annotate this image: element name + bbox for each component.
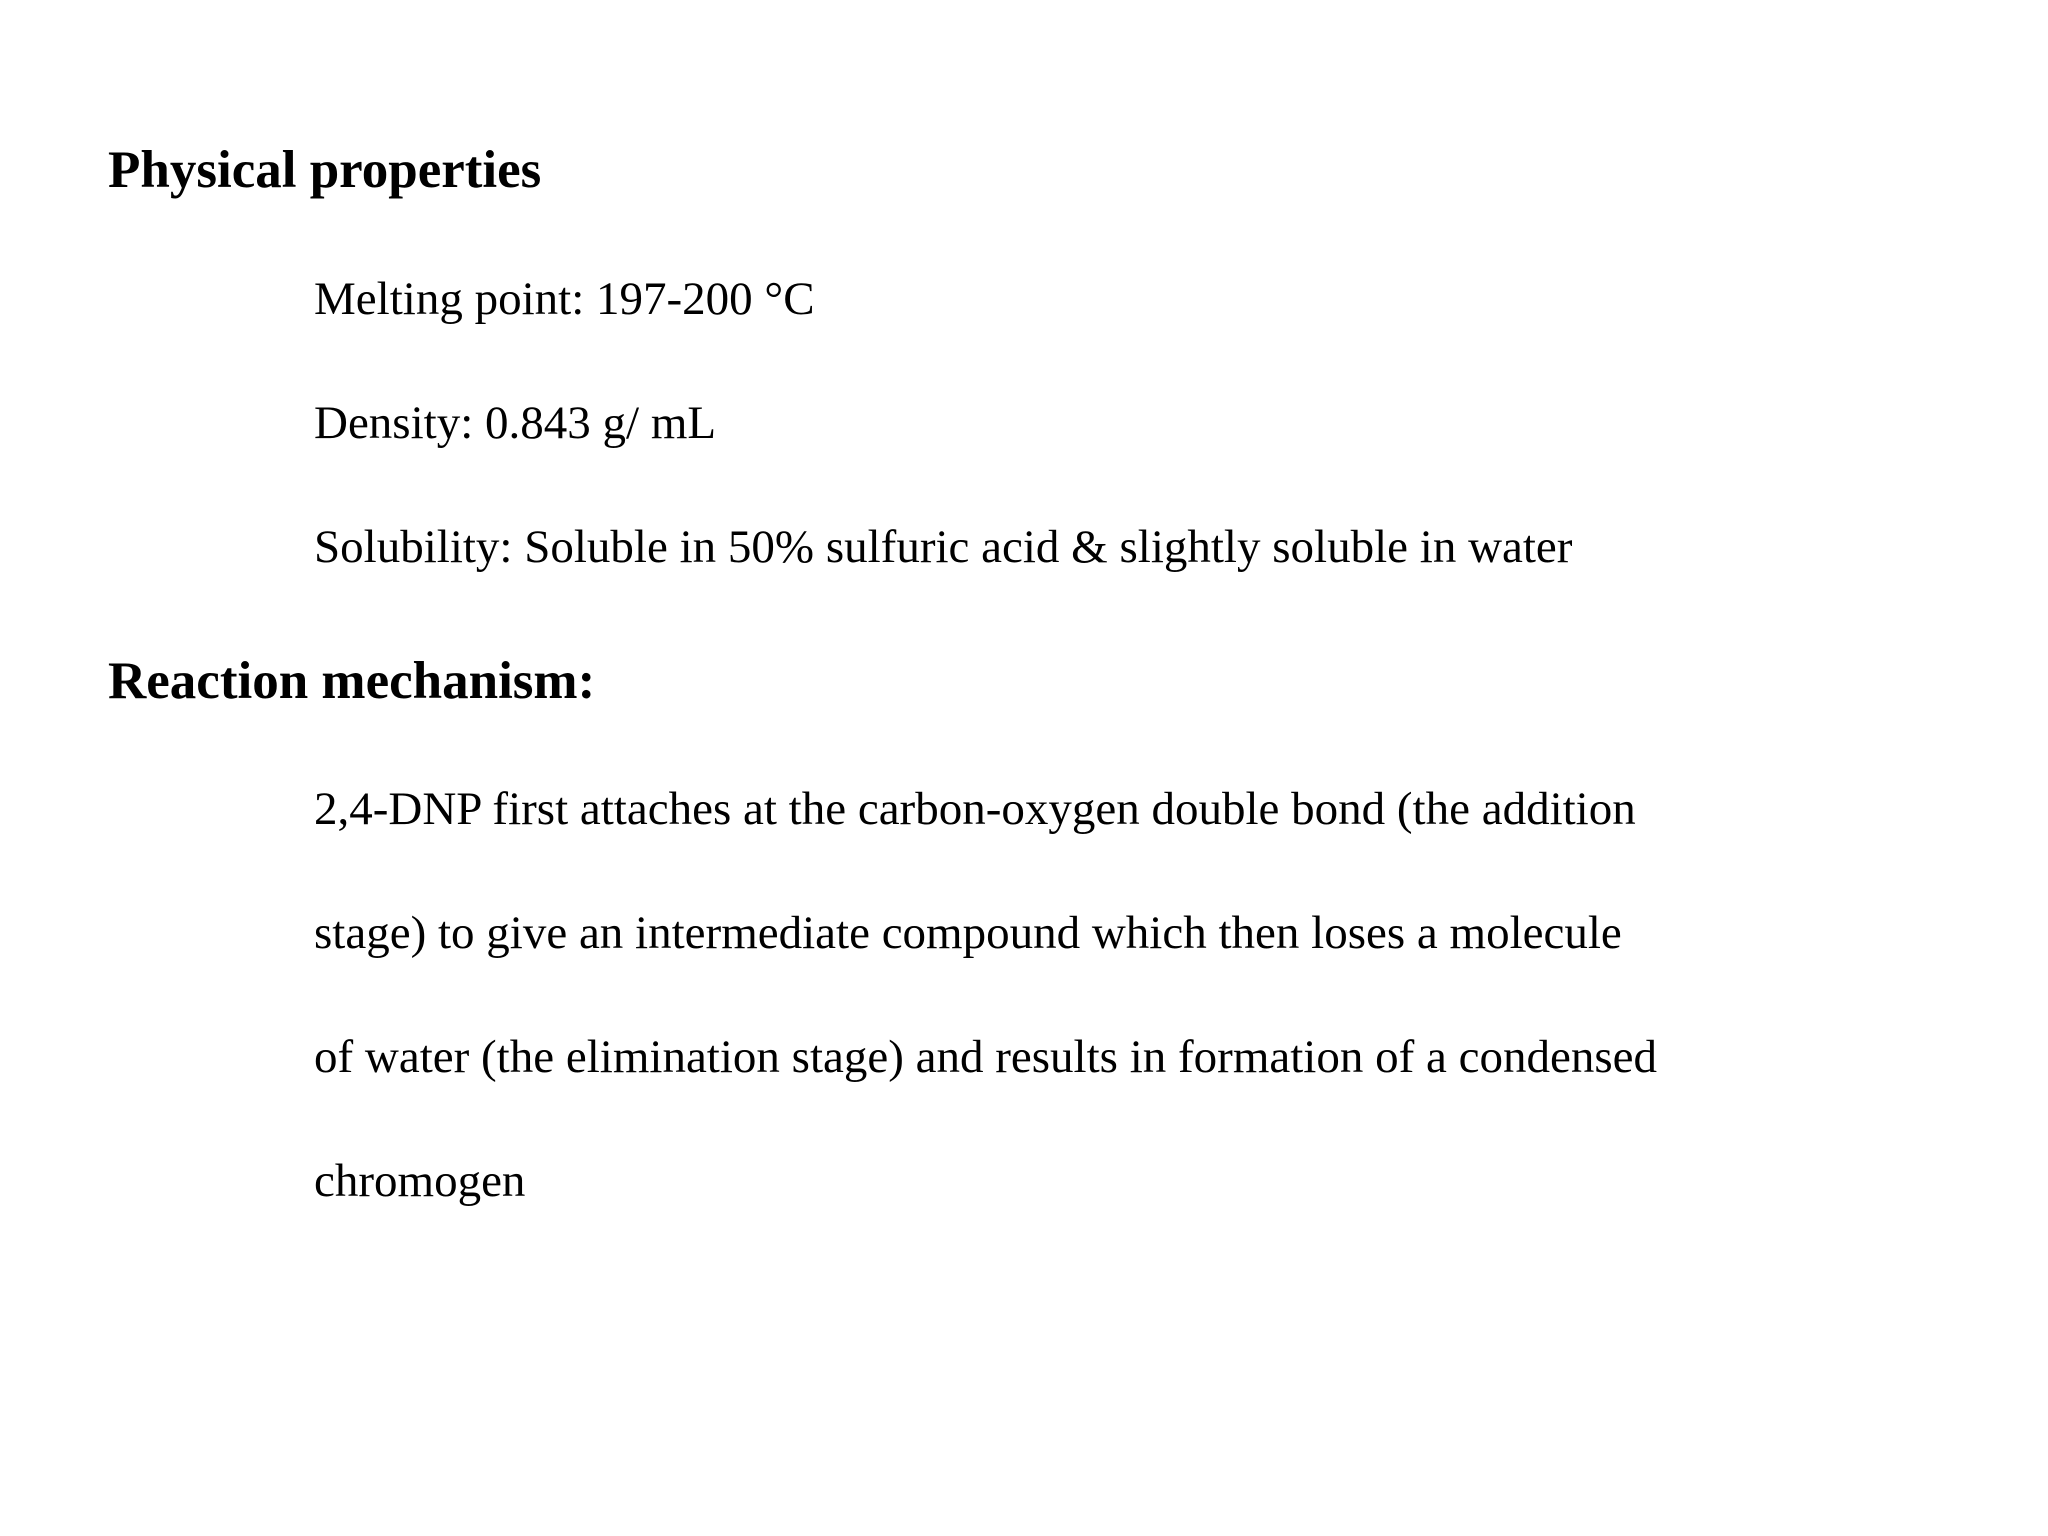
solubility-text: Solubility: Soluble in 50% sulfuric acid & slightly soluble in water <box>314 521 1573 573</box>
reaction-mechanism-heading: Reaction mechanism: <box>108 652 596 710</box>
density-text: Density: 0.843 g/ mL <box>314 397 717 449</box>
physical-properties-heading: Physical properties <box>108 141 542 199</box>
melting-point-text: Melting point: 197-200 °C <box>314 273 815 325</box>
mechanism-text-line: 2,4-DNP first attaches at the carbon-oxygen double bond (the addition <box>314 783 1636 835</box>
mechanism-text-line: chromogen <box>314 1155 526 1207</box>
mechanism-text-line: stage) to give an intermediate compound which then loses a molecule <box>314 907 1622 959</box>
mechanism-text-line: of water (the elimination stage) and results in formation of a condensed <box>314 1031 1657 1083</box>
